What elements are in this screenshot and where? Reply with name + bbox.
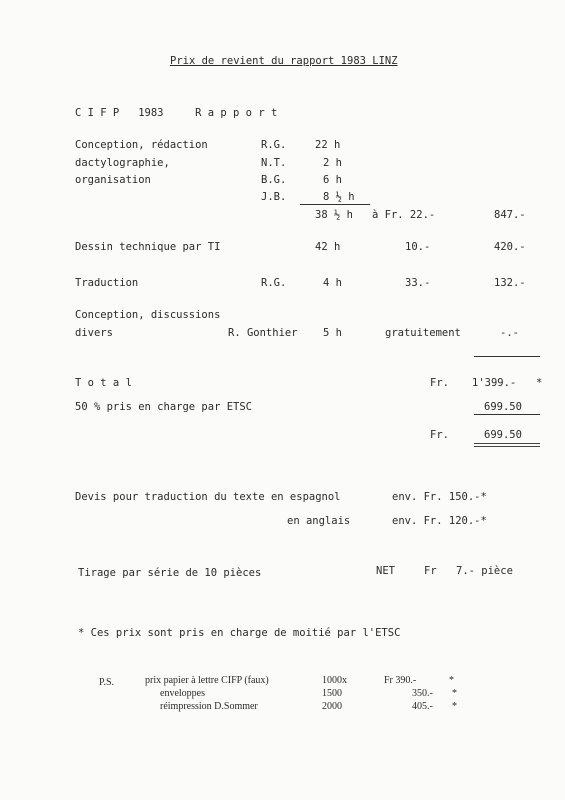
total-rule [474,356,540,357]
total-value: 1'399.- [472,377,517,389]
ps-item-desc: prix papier à lettre CIFP (faux) [145,675,269,686]
hours-sum: 38 ½ h [315,209,353,221]
tirage-net: NET [376,565,395,577]
hours-jb: 8 ½ h [323,191,355,203]
row-dactylo-label: dactylographie, [75,157,170,169]
footnote: * Ces prix sont pris en charge de moitié par l'ETSC [78,627,401,639]
hours-gonthier: 5 h [323,327,342,339]
etsc-rule [474,414,540,415]
rate-trad: 33.- [405,277,431,289]
rate-dessin: 10.- [405,241,431,253]
total-fr: Fr. [430,377,449,389]
tirage-label: Tirage par série de 10 pièces [78,567,262,579]
ps-item-star: * [452,688,457,699]
initials-rg: R.G. [261,139,287,151]
initials-bg: B.G. [261,174,287,186]
tirage-value: 7.- pièce [456,565,513,577]
initials-trad-rg: R.G. [261,277,287,289]
ps-item-desc: enveloppes [160,688,205,699]
net-fr: Fr. [430,429,449,441]
page-title: Prix de revient du rapport 1983 LINZ [170,55,398,67]
devis-anglais-label: en anglais [287,515,351,527]
etsc-label: 50 % pris en charge par ETSC [75,401,253,413]
net-value: 699.50 [484,429,522,441]
rate-sum: à Fr. 22.- [372,209,436,221]
row-divers-label: divers [75,327,113,339]
total-trad: 132.- [494,277,526,289]
row-conc2-label: Conception, discussions [75,309,221,321]
hours-nt: 2 h [323,157,342,169]
ps-item-qty: 1000x [322,675,347,686]
devis-label: Devis pour traduction du texte en espagnol [75,491,341,503]
ps-item-qty: 2000 [322,701,342,712]
hours-bg: 6 h [323,174,342,186]
total-label: T o t a l [75,377,132,389]
ps-item-price: 350.- [412,688,433,699]
gonthier-name: R. Gonthier [228,327,298,339]
ps-item-qty: 1500 [322,688,342,699]
ps-item-star: * [452,701,457,712]
row-dessin-label: Dessin technique par TI [75,241,221,253]
ps-label: P.S. [99,677,115,688]
hours-trad: 4 h [323,277,342,289]
ps-item-desc: réimpression D.Sommer [160,701,258,712]
gratuit-label: gratuitement [385,327,461,339]
sum-underline [300,204,370,205]
ps-item-star: * [449,675,454,686]
row-conception-label: Conception, rédaction [75,139,208,151]
ps-item-price: 405.- [412,701,433,712]
total-gratuit: -.- [500,327,519,339]
net-double-rule [474,443,540,447]
hours-dessin: 42 h [315,241,341,253]
initials-jb: J.B. [261,191,287,203]
total-star: * [536,377,543,389]
total-sum: 847.- [494,209,526,221]
ps-item-price: Fr 390.- [384,675,417,686]
report-header: C I F P 1983 R a p p o r t [75,107,278,119]
hours-rg: 22 h [315,139,341,151]
initials-nt: N.T. [261,157,287,169]
devis-ang-value: env. Fr. 120.-* [392,515,487,527]
devis-esp-value: env. Fr. 150.-* [392,491,487,503]
row-traduction-label: Traduction [75,277,139,289]
etsc-value: 699.50 [484,401,522,413]
total-dessin: 420.- [494,241,526,253]
row-organisation-label: organisation [75,174,151,186]
tirage-fr: Fr [424,565,437,577]
